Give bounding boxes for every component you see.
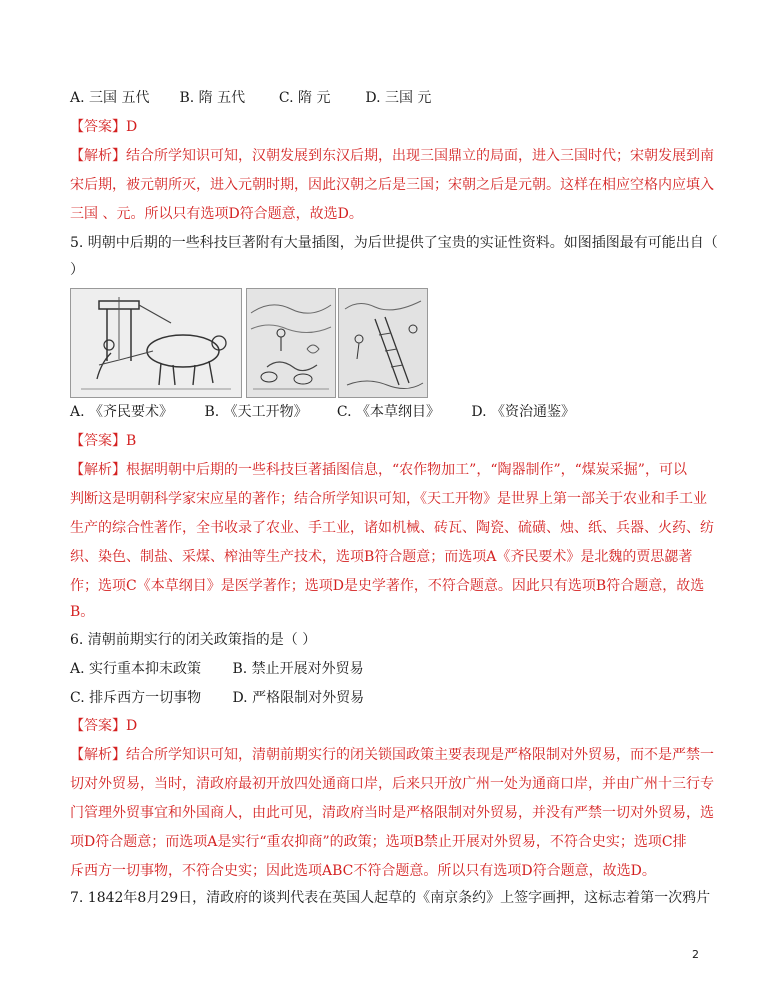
- q5-option-b: B. 《天工开物》: [204, 404, 308, 420]
- q5-analysis-line-2: 判断这是明朝科学家宋应星的著作；结合所学知识可知，《天工开物》是世界上第一部关于农业和手工业: [70, 491, 707, 507]
- illustration-mining-scene: [338, 288, 428, 398]
- q5-analysis-line-4: 织、染色、制盐、采煤、榨油等生产技术，选项B符合题意；而选项A《齐民要术》是北魏的贾思勰著: [70, 549, 693, 565]
- q4-option-b: B. 隋 五代: [179, 90, 246, 106]
- q5-analysis-tag: 【解析】: [70, 462, 126, 478]
- q5-analysis-line-5: 作；选项C《本草纲目》是医学著作；选项D是史学著作，不符合题意。因此只有选项B符合题意，故选: [70, 578, 705, 594]
- q6-analysis-text-1: 结合所学知识可知，清朝前期实行的闭关锁国政策主要表现是严格限制对外贸易，而不是严禁一: [126, 747, 714, 763]
- q6-answer: 【答案】D: [70, 718, 138, 734]
- q6-analysis-line-2: 切对外贸易，当时，清政府最初开放四处通商口岸，后来只开放广州一处为通商口岸，并由广州十三行专: [70, 776, 714, 792]
- illustration-ox-machine: [70, 288, 242, 398]
- q5-analysis-line-6: B。: [70, 604, 95, 620]
- q4-option-c: C. 隋 元: [278, 90, 331, 106]
- q4-analysis-line-1: [70, 146, 714, 166]
- q5-options: [70, 402, 575, 422]
- page-number: 2: [692, 948, 699, 961]
- q4-analysis-text-1: 结合所学知识可知，汉朝发展到东汉后期，出现三国鼎立的局面，进入三国时代；宋朝发展到南: [126, 148, 714, 164]
- q6-option-c: C. 排斥西方一切事物: [70, 690, 202, 706]
- q4-analysis-line-3: 三国 、元。所以只有选项D符合题意，故选D。: [70, 206, 363, 222]
- q4-analysis-tag: 【解析】: [70, 148, 126, 164]
- q4-analysis-line-2: 宋后期，被元朝所灭，进入元朝时期，因此汉朝之后是三国；宋朝之后是元朝。这样在相应空格内应填入: [70, 177, 714, 193]
- q4-option-a: A. 三国 五代: [70, 90, 150, 106]
- q5-answer: 【答案】B: [70, 433, 137, 449]
- q6-option-a: A. 实行重本抑末政策: [70, 661, 202, 677]
- q6-options-row-1: [70, 659, 364, 679]
- q6-analysis-line-3: 门管理外贸事宜和外国商人，由此可见，清政府当时是严格限制对外贸易，并没有严禁一切对外贸易，选: [70, 805, 714, 821]
- pottery-scene-drawing: [247, 289, 335, 397]
- q6-options-row-2: [70, 688, 364, 708]
- q4-options: [70, 88, 431, 108]
- q4-answer: 【答案】D: [70, 119, 138, 135]
- q6-option-b: B. 禁止开展对外贸易: [232, 661, 364, 677]
- q5-analysis-text-1: 根据明朝中后期的一些科技巨著插图信息，“农作物加工”，“陶器制作”，“煤炭采掘”，可以: [126, 462, 687, 478]
- q6-stem: 6. 清朝前期实行的闭关政策指的是（ ）: [70, 632, 317, 648]
- q6-analysis-tag: 【解析】: [70, 747, 126, 763]
- q6-analysis-line-4: 项D符合题意；而选项A是实行“重农抑商”的政策；选项B禁止开展对外贸易，不符合史实；选项C排: [70, 834, 687, 850]
- q5-stem-line-1: 5. 明朝中后期的一些科技巨著附有大量插图，为后世提供了宝贵的实证性资料。如图插图最有可能出自（: [70, 235, 718, 251]
- q5-option-d: D. 《资治通鉴》: [471, 404, 575, 420]
- illustration-pottery-scene: [246, 288, 336, 398]
- q7-stem: 7. 1842年8月29日，清政府的谈判代表在英国人起草的《南京条约》上签字画押，这标志着第一次鸦片: [70, 890, 711, 906]
- q5-option-c: C. 《本草纲目》: [336, 404, 441, 420]
- ox-machine-drawing: [71, 289, 241, 397]
- mining-scene-drawing: [339, 289, 427, 397]
- q5-analysis-line-1: [70, 460, 687, 480]
- q6-option-d: D. 严格限制对外贸易: [232, 690, 365, 706]
- q5-analysis-line-3: 生产的综合性著作，全书收录了农业、手工业，诸如机械、砖瓦、陶瓷、硫磺、烛、纸、兵器、火药、纺: [70, 520, 714, 536]
- q5-option-a: A. 《齐民要术》: [70, 404, 174, 420]
- q5-stem-line-2: ）: [70, 262, 84, 278]
- q6-analysis-line-1: [70, 745, 714, 765]
- q6-analysis-line-5: 斥西方一切事物，不符合史实；因此选项ABC不符合题意。所以只有选项D符合题意，故选D。: [70, 863, 656, 879]
- q4-option-d: D. 三国 元: [365, 90, 432, 106]
